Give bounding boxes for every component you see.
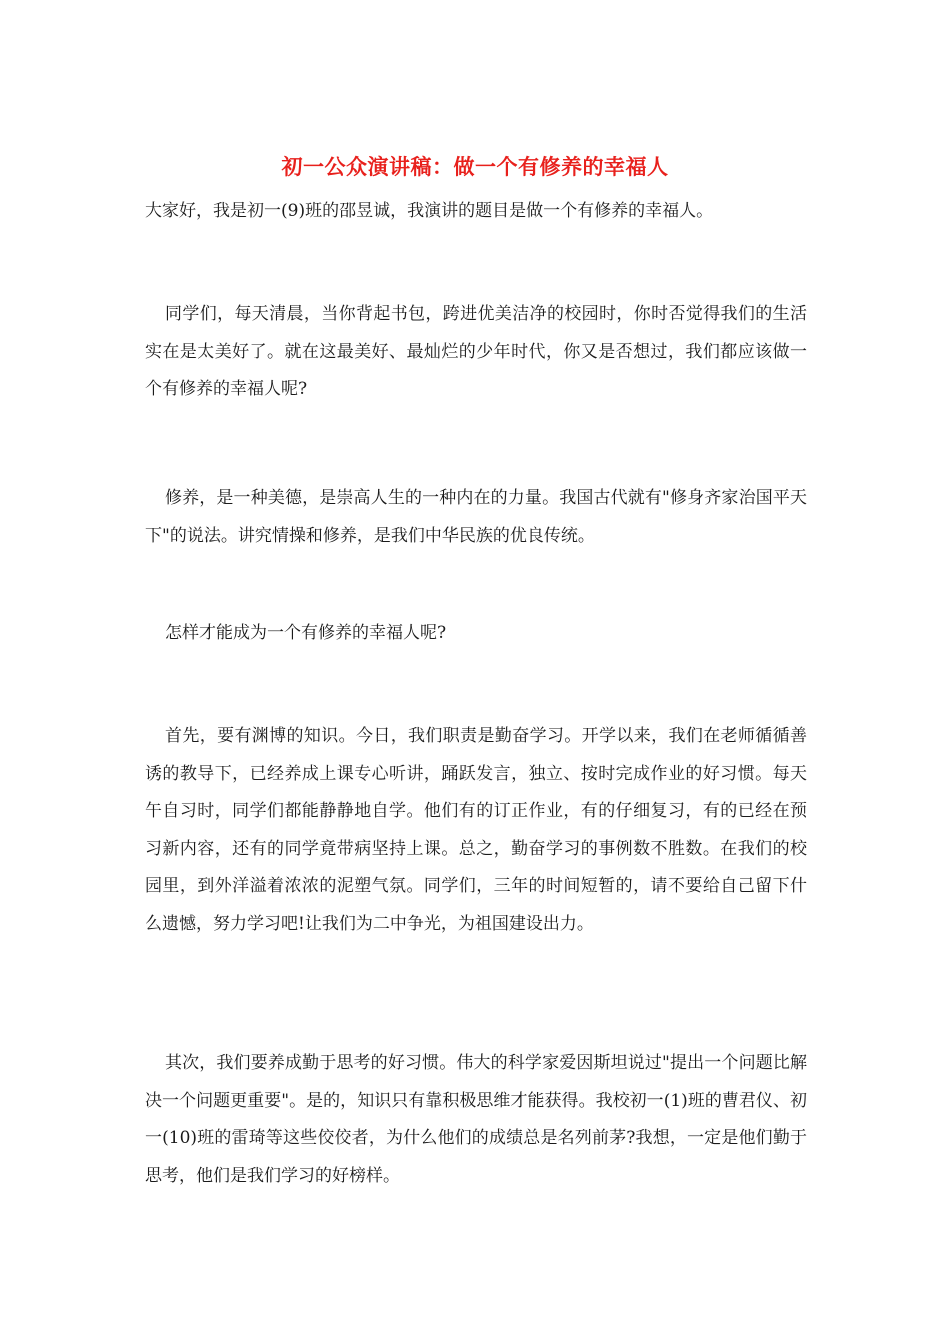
paragraph-knowledge: 首先，要有渊博的知识。今日，我们职责是勤奋学习。开学以来，我们在老师循循善诱的教导下，已经养成上课专心听讲，踊跃发言，独立、按时完成作业的好习惯。每天午自习时，同学们都能静静地自学。他们有的订正作业，有的仔细复习，有的已经在预习新内容，还有的同学竟带病坚持上课。总之，勤奋学习的事例数不胜数。在我们的校园里，到外洋溢着浓浓的泥塑气氛。同学们，三年的时间短暂的，请不要给自己留下什么遗憾，努力学习吧!让我们为二中争光，为祖国建设出力。 <box>145 726 807 934</box>
paragraph-cultivation: 修养，是一种美德，是崇高人生的一种内在的力量。我国古代就有"修身齐家治国平天下"的说法。讲究情操和修养，是我们中华民族的优良传统。 <box>145 488 807 546</box>
paragraph-morning: 同学们，每天清晨，当你背起书包，跨进优美洁净的校园时，你时否觉得我们的生活实在是太美好了。就在这最美好、最灿烂的少年时代，你又是否想过，我们都应该做一个有修养的幸福人呢? <box>145 304 807 399</box>
paragraph-thinking: 其次，我们要养成勤于思考的好习惯。伟大的科学家爱因斯坦说过"提出一个问题比解决一个问题更重要"。是的，知识只有靠积极思维才能获得。我校初一(1)班的曹君仪、初一(10)班的雷琦等这些佼佼者，为什么他们的成绩总是名列前茅?我想，一定是他们勤于思考，他们是我们学习的好榜样。 <box>145 1053 807 1186</box>
paragraph-question: 怎样才能成为一个有修养的幸福人呢? <box>165 623 447 643</box>
page-title: 初一公众演讲稿：做一个有修养的幸福人 <box>281 155 669 179</box>
paragraph-intro: 大家好，我是初一(9)班的邵昱诚，我演讲的题目是做一个有修养的幸福人。 <box>145 201 714 221</box>
